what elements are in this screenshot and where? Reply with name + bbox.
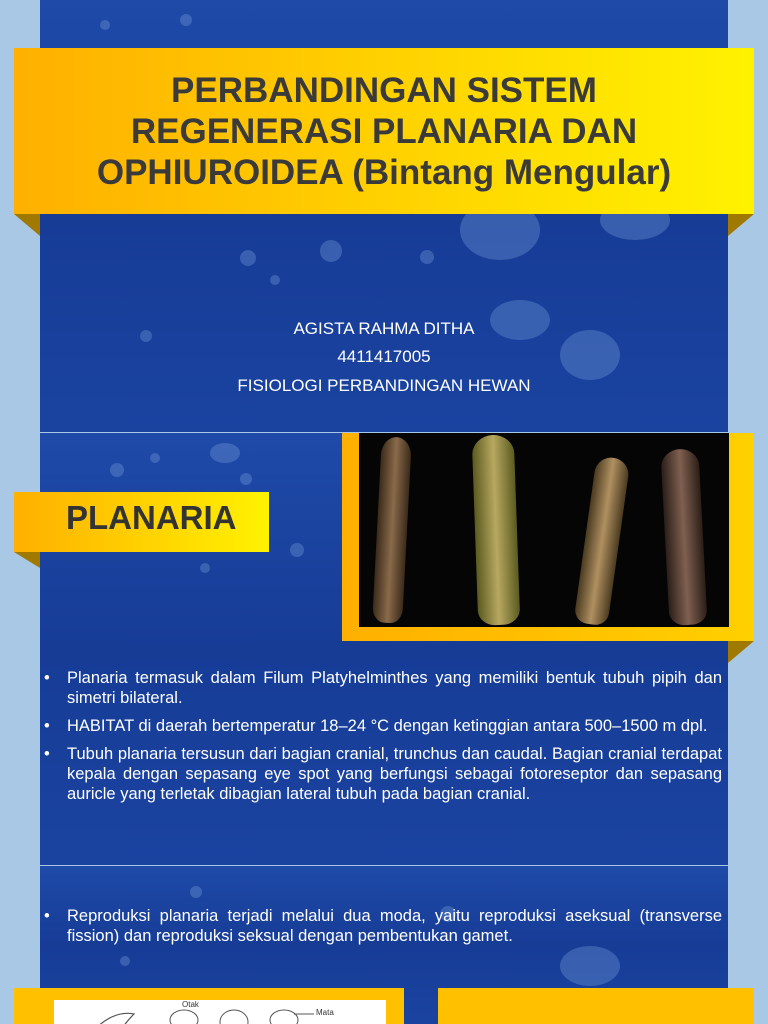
frame-fold-right xyxy=(728,641,754,663)
ribbon-fold-right xyxy=(728,214,754,236)
course-name: FISIOLOGI PERBANDINGAN HEWAN xyxy=(237,376,531,395)
ribbon-fold-left xyxy=(14,552,40,568)
student-id: 4411417005 xyxy=(337,347,431,366)
diagram-sketch xyxy=(54,1000,386,1024)
photo-frame xyxy=(342,433,754,641)
slide-planaria xyxy=(0,433,768,865)
diagram-frame xyxy=(14,988,404,1024)
section-heading: PLANARIA xyxy=(66,499,237,536)
slide-title xyxy=(0,0,768,432)
list-item: • Planaria termasuk dalam Filum Platyhelminthes yang memiliki bentuk tubuh pipih dan simetri bilateral. xyxy=(44,668,722,708)
planaria-photo xyxy=(359,433,729,627)
title-line-1: PERBANDINGAN SISTEM xyxy=(171,70,597,110)
side-box xyxy=(438,988,754,1024)
diagram-label-eye: Mata xyxy=(316,1008,334,1017)
title-ribbon xyxy=(14,48,754,214)
planaria-bullet-list xyxy=(44,668,722,812)
title-line-3: OPHIUROIDEA (Bintang Mengular) xyxy=(96,152,672,192)
author-name: AGISTA RAHMA DITHA xyxy=(293,319,475,338)
list-item: • Reproduksi planaria terjadi melalui dua moda, yaitu reproduksi aseksual (transverse fission) dan reproduksi seksual dengan pembentukan gamet. xyxy=(44,906,722,946)
reproduction-bullet-list xyxy=(44,906,722,954)
ribbon-fold-left xyxy=(14,214,40,236)
list-item: • HABITAT di daerah bertemperatur 18–24 °C dengan ketinggian antara 500–1500 m dpl. xyxy=(44,716,722,736)
slide-reproduction xyxy=(0,866,768,1024)
title-line-2: REGENERASI PLANARIA DAN xyxy=(130,111,638,151)
planaria-diagram xyxy=(54,1000,386,1024)
presentation-title xyxy=(97,70,671,193)
list-item: • Tubuh planaria tersusun dari bagian cranial, trunchus dan caudal. Bagian cranial terdapat kepala dengan sepasang eye spot yang berfungsi sebagai fotoreseptor dan sepasang auricle yang terletak dibagian lateral tubuh pada bagian cranial. xyxy=(44,744,722,804)
diagram-label-brain: Otak xyxy=(182,1000,199,1009)
